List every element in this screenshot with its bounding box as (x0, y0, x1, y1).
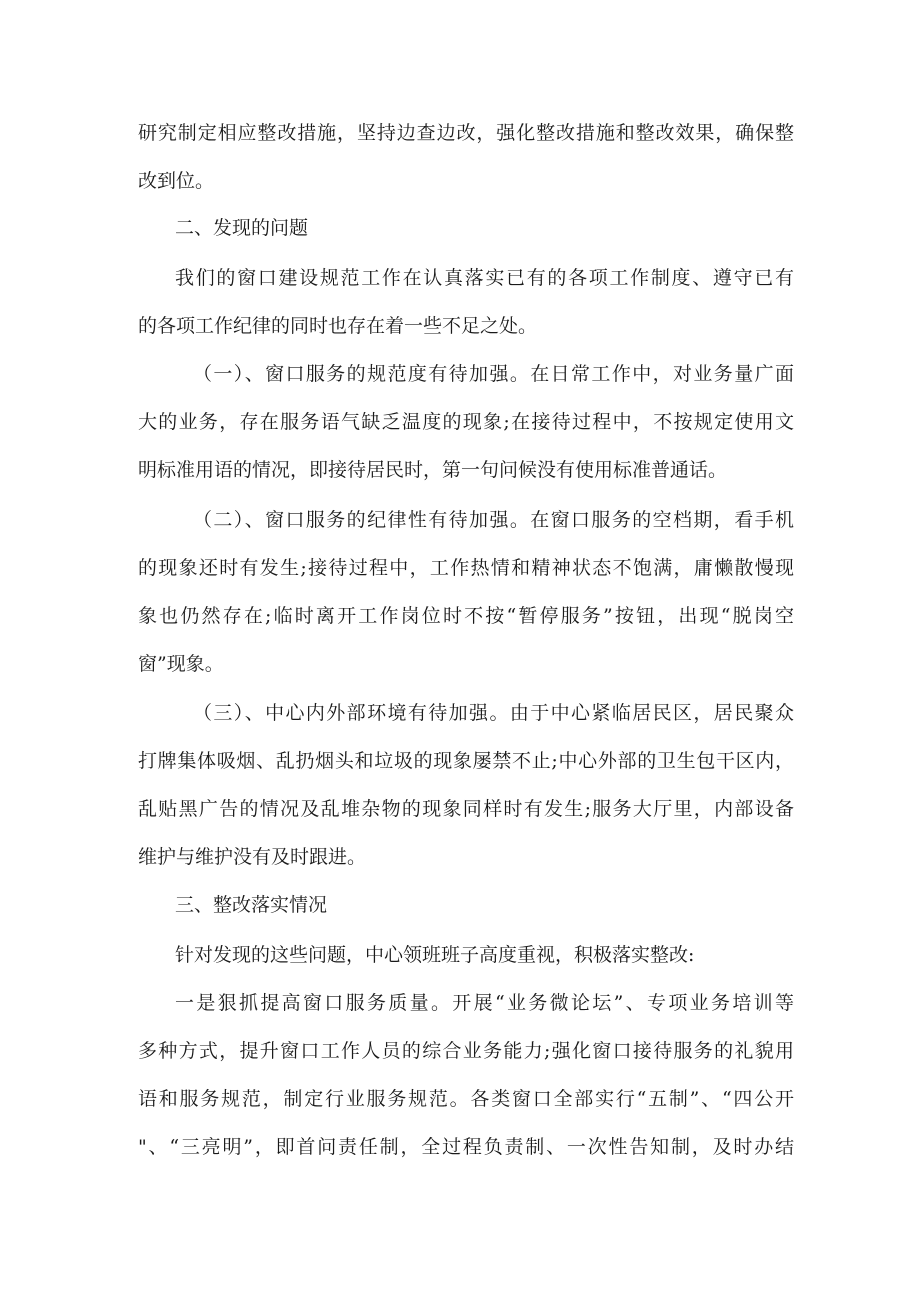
paragraph-line: 语和服务规范，制定行业服务规范。各类窗口全部实行“五制”、“四公开 (138, 1088, 794, 1110)
paragraph-line: 乱贴黑广告的情况及乱堆杂物的现象同样时有发生;服务大厅里，内部设备 (138, 798, 794, 820)
paragraph-line: 针对发现的这些问题，中心领班班子高度重视，积极落实整改: (175, 944, 695, 966)
paragraph-line: 一是狠抓提高窗口服务质量。开展“业务微论坛”、专项业务培训等 (175, 992, 794, 1014)
paragraph-line: 大的业务，存在服务语气缺乏温度的现象;在接待过程中，不按规定使用文 (138, 411, 794, 433)
paragraph-line: （二）、窗口服务的纪律性有待加强。在窗口服务的空档期，看手机 (193, 509, 794, 531)
section-heading: 二、发现的问题 (175, 217, 309, 239)
paragraph-line: "、“三亮明”，即首问责任制，全过程负责制、一次性告知制，及时办结 (138, 1136, 794, 1158)
paragraph-line: （一）、窗口服务的规范度有待加强。在日常工作中，对业务量广面 (193, 363, 794, 385)
paragraph-line: （三）、中心内外部环境有待加强。由于中心紧临居民区，居民聚众 (193, 702, 794, 724)
paragraph-line: 改到位。 (138, 170, 215, 192)
paragraph-line: 研究制定相应整改措施，坚持边查边改，强化整改措施和整改效果，确保整 (138, 122, 794, 144)
paragraph-line: 的现象还时有发生;接待过程中，工作热情和精神状态不饱满，庸懒散慢现 (138, 557, 794, 579)
paragraph-line: 窗”现象。 (138, 653, 224, 675)
paragraph-line: 打牌集体吸烟、乱扔烟头和垃圾的现象屡禁不止;中心外部的卫生包干区内， (138, 750, 794, 772)
paragraph-line: 明标准用语的情况，即接待居民时，第一句问候没有使用标准普通话。 (138, 459, 728, 481)
paragraph-line: 我们的窗口建设规范工作在认真落实已有的各项工作制度、遵守已有 (175, 267, 794, 289)
paragraph-line: 维护与维护没有及时跟进。 (138, 846, 367, 868)
paragraph-line: 象也仍然存在;临时离开工作岗位时不按“暂停服务”按钮，出现“脱岗空 (138, 605, 794, 627)
paragraph-line: 多种方式，提升窗口工作人员的综合业务能力;强化窗口接待服务的礼貌用 (138, 1040, 794, 1062)
paragraph-line: 的各项工作纪律的同时也存在着一些不足之处。 (138, 315, 538, 337)
section-heading: 三、整改落实情况 (175, 894, 328, 916)
